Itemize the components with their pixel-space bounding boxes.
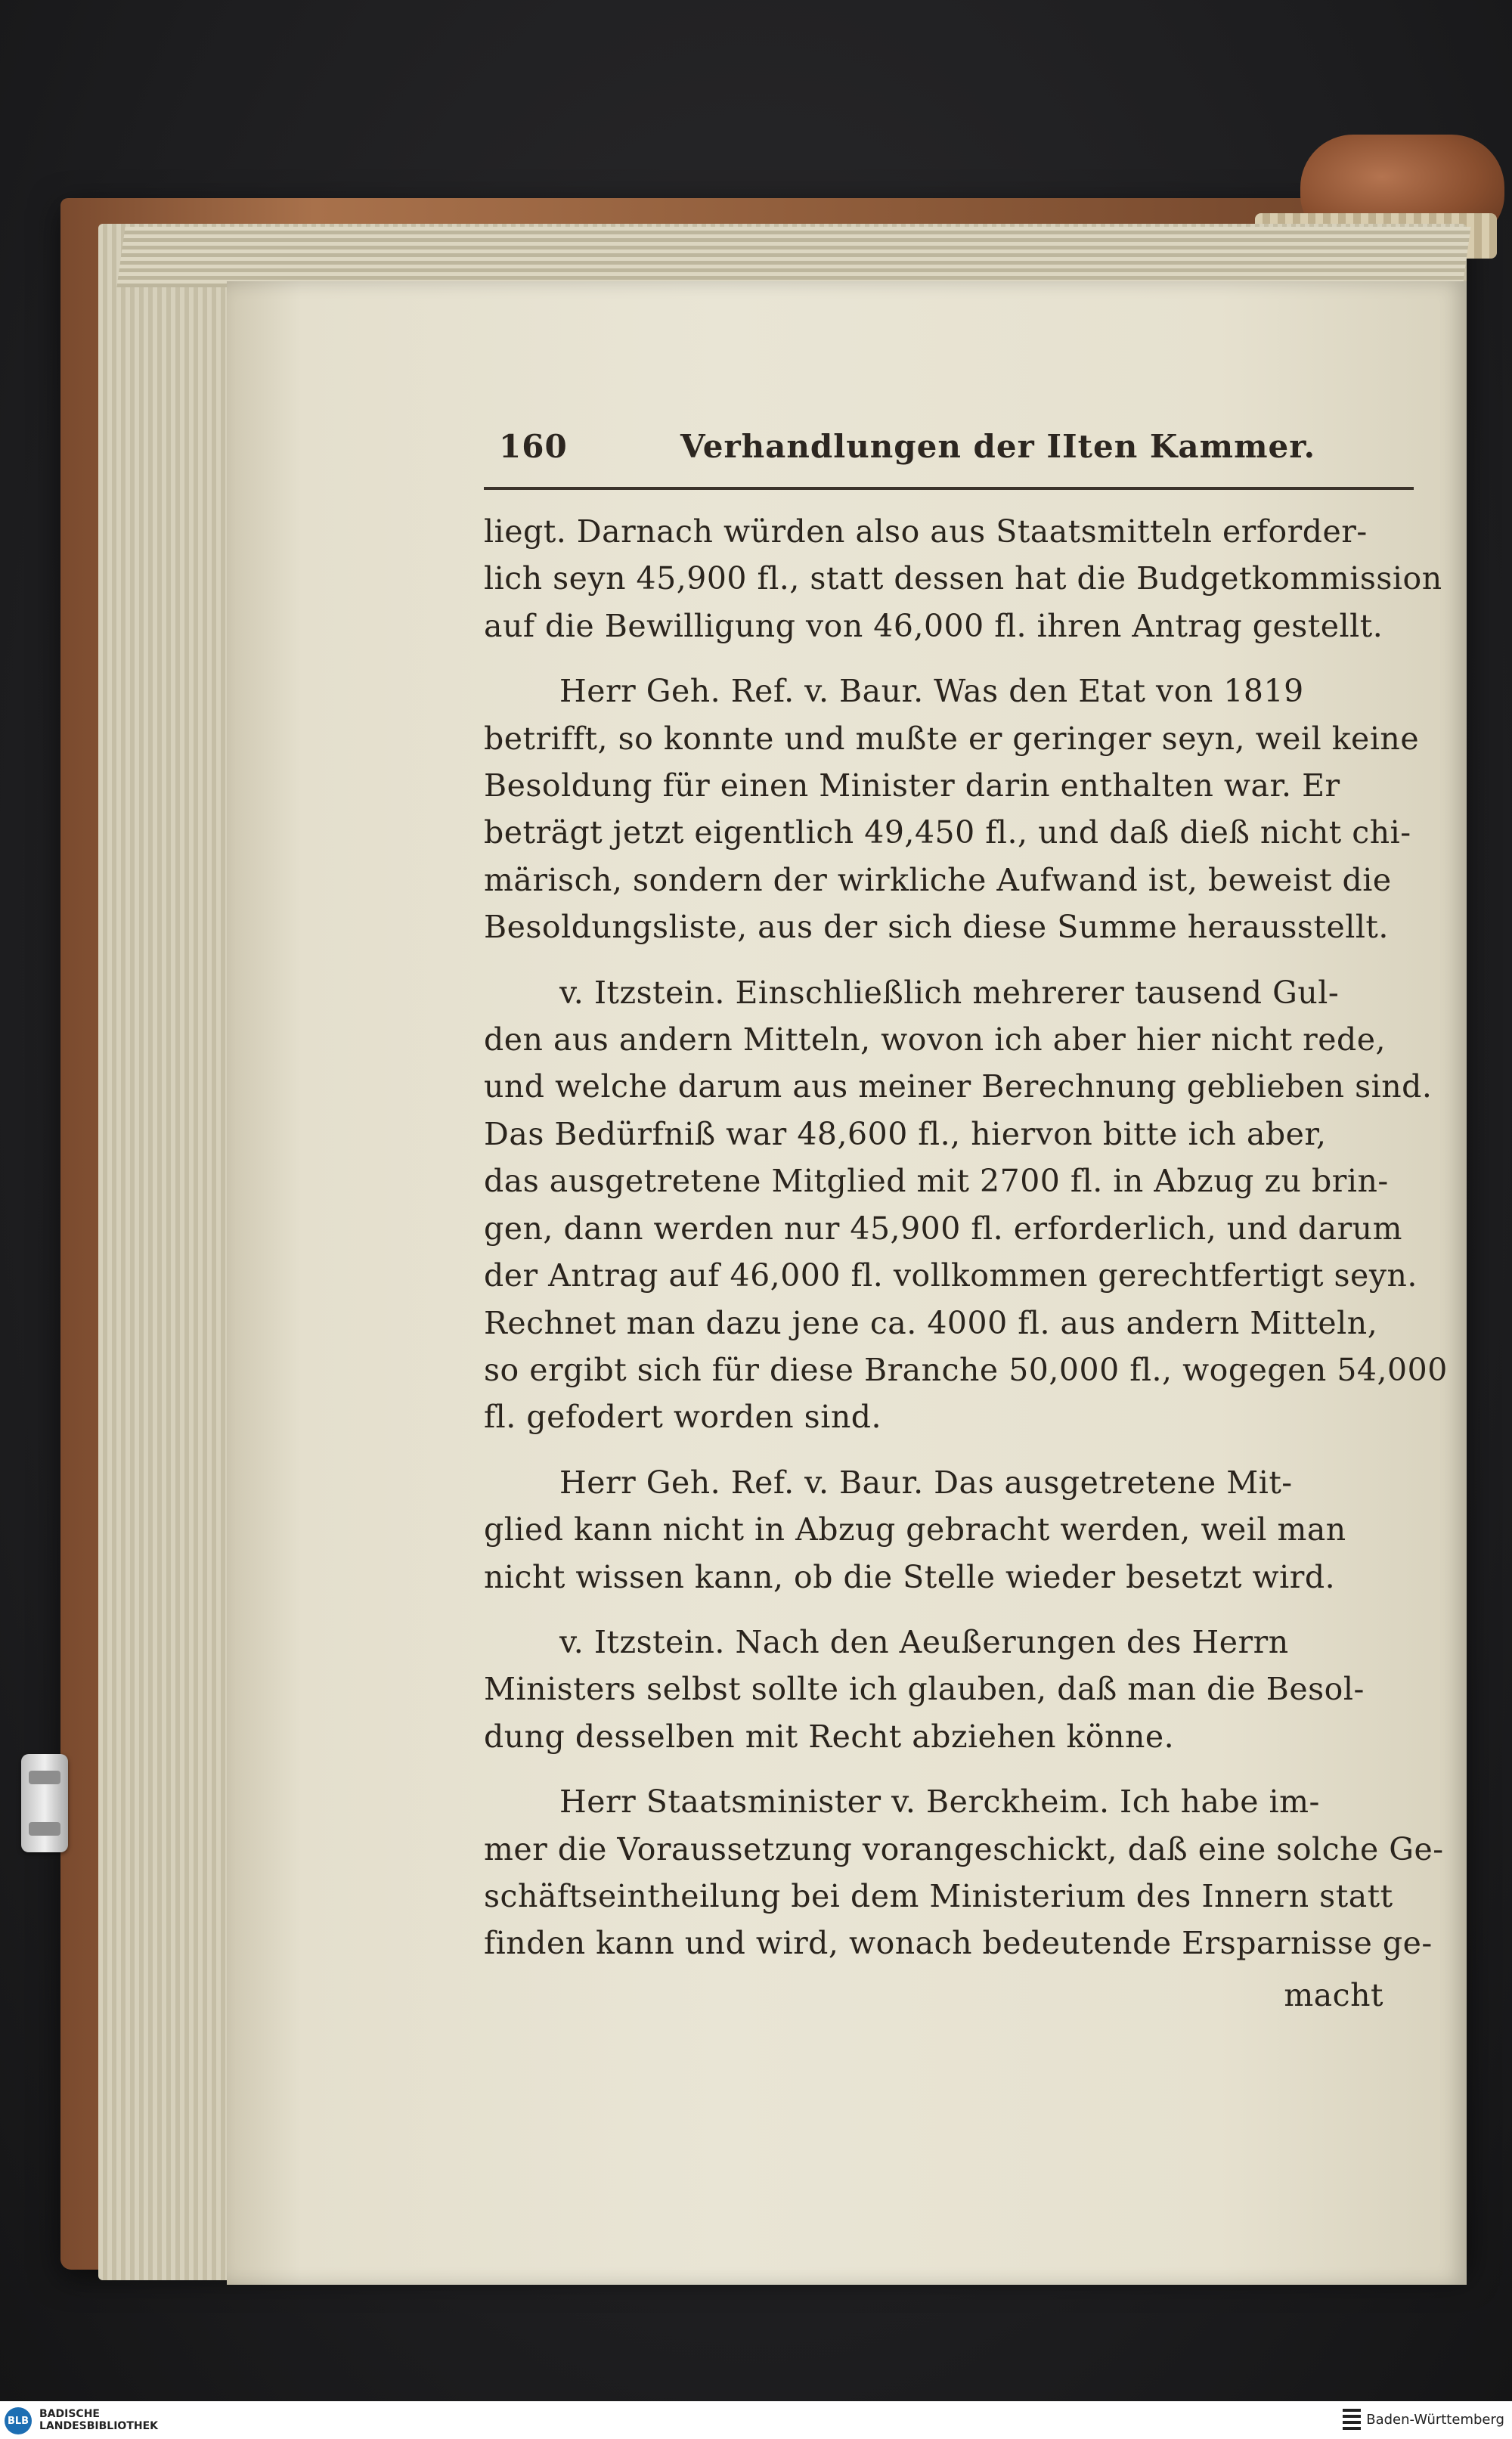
text-line: Besoldungsliste, aus der sich diese Summe herausstellt. — [484, 909, 1389, 946]
text-line: Herr Staatsminister v. Berckheim. Ich habe im- — [559, 1784, 1320, 1821]
page-header — [499, 428, 1414, 473]
running-title: Verhandlungen der IIten Kammer. — [680, 428, 1316, 465]
text-line: lich seyn 45,900 fl., statt dessen hat die Budgetkommission — [484, 560, 1442, 597]
text-line: mer die Voraussetzung vorangeschickt, daß eine solche Ge- — [484, 1830, 1444, 1867]
catchword: macht — [1284, 1976, 1383, 2013]
text-line: das ausgetretene Mitglied mit 2700 fl. in Abzug zu brin- — [484, 1163, 1389, 1200]
paragraph — [484, 1619, 1414, 1760]
clasp-icon — [21, 1754, 68, 1852]
text-line: den aus andern Mitteln, wovon ich aber hier nicht rede, — [484, 1021, 1387, 1058]
text-line: Herr Geh. Ref. v. Baur. Das ausgetretene Mit- — [559, 1464, 1293, 1501]
text-line: dung desselben mit Recht abziehen könne. — [484, 1718, 1175, 1755]
text-line: Besoldung für einen Minister darin enthalten war. Er — [484, 767, 1340, 804]
paragraph — [484, 969, 1448, 1441]
text-line: der Antrag auf 46,000 fl. vollkommen gerechtfertigt seyn. — [484, 1257, 1418, 1294]
library-name-line1: BADISCHE — [39, 2408, 100, 2420]
library-name-line2: LANDESBIBLIOTHEK — [39, 2420, 159, 2432]
text-line: schäftseintheilung bei dem Ministerium des Innern statt — [484, 1877, 1393, 1914]
paragraph — [484, 1459, 1414, 1601]
text-line: gen, dann werden nur 45,900 fl. erforderlich, und darum — [484, 1210, 1402, 1247]
body-text — [484, 508, 1448, 2019]
page-number: 160 — [499, 428, 568, 465]
state-crest-icon — [1343, 2409, 1361, 2430]
blb-logo-icon: BLB — [5, 2407, 32, 2434]
text-line: betrifft, so konnte und mußte er geringer seyn, weil keine — [484, 720, 1420, 757]
text-line: beträgt jetzt eigentlich 49,450 fl., und daß dieß nicht chi- — [484, 814, 1411, 851]
footer-bar — [0, 2401, 1512, 2439]
state-label: Baden-Württemberg — [1366, 2412, 1504, 2428]
text-line: v. Itzstein. Einschließlich mehrerer tausend Gul- — [559, 974, 1340, 1011]
text-line: so ergibt sich für diese Branche 50,000 fl., wogegen 54,000 — [484, 1351, 1448, 1388]
paragraph — [484, 668, 1420, 950]
text-line: Herr Geh. Ref. v. Baur. Was den Etat von 1819 — [559, 673, 1304, 710]
text-line: finden kann und wird, wonach bedeutende Ersparnisse ge- — [484, 1925, 1433, 1962]
text-line: fl. gefodert worden sind. — [484, 1399, 882, 1436]
text-line: auf die Bewilligung von 46,000 fl. ihren Antrag gestellt. — [484, 607, 1383, 644]
text-line: und welche darum aus meiner Berechnung geblieben sind. — [484, 1068, 1433, 1105]
paragraph — [484, 508, 1442, 649]
text-line: Das Bedürfniß war 48,600 fl., hiervon bitte ich aber, — [484, 1115, 1327, 1152]
text-line: märisch, sondern der wirkliche Aufwand ist, beweist die — [484, 861, 1392, 898]
text-line: glied kann nicht in Abzug gebracht werden, weil man — [484, 1511, 1346, 1548]
text-line: v. Itzstein. Nach den Aeußerungen des Herrn — [559, 1623, 1289, 1660]
text-line: nicht wissen kann, ob die Stelle wieder besetzt wird. — [484, 1558, 1336, 1595]
library-name — [39, 2408, 158, 2432]
paragraph — [484, 1778, 1444, 1967]
text-line: Ministers selbst sollte ich glauben, daß man die Besol- — [484, 1671, 1365, 1708]
text-line: liegt. Darnach würden also aus Staatsmitteln erforder- — [484, 513, 1368, 550]
page-top-edge — [116, 227, 1470, 287]
text-line: Rechnet man dazu jene ca. 4000 fl. aus andern Mitteln, — [484, 1304, 1378, 1341]
header-rule — [484, 487, 1414, 490]
